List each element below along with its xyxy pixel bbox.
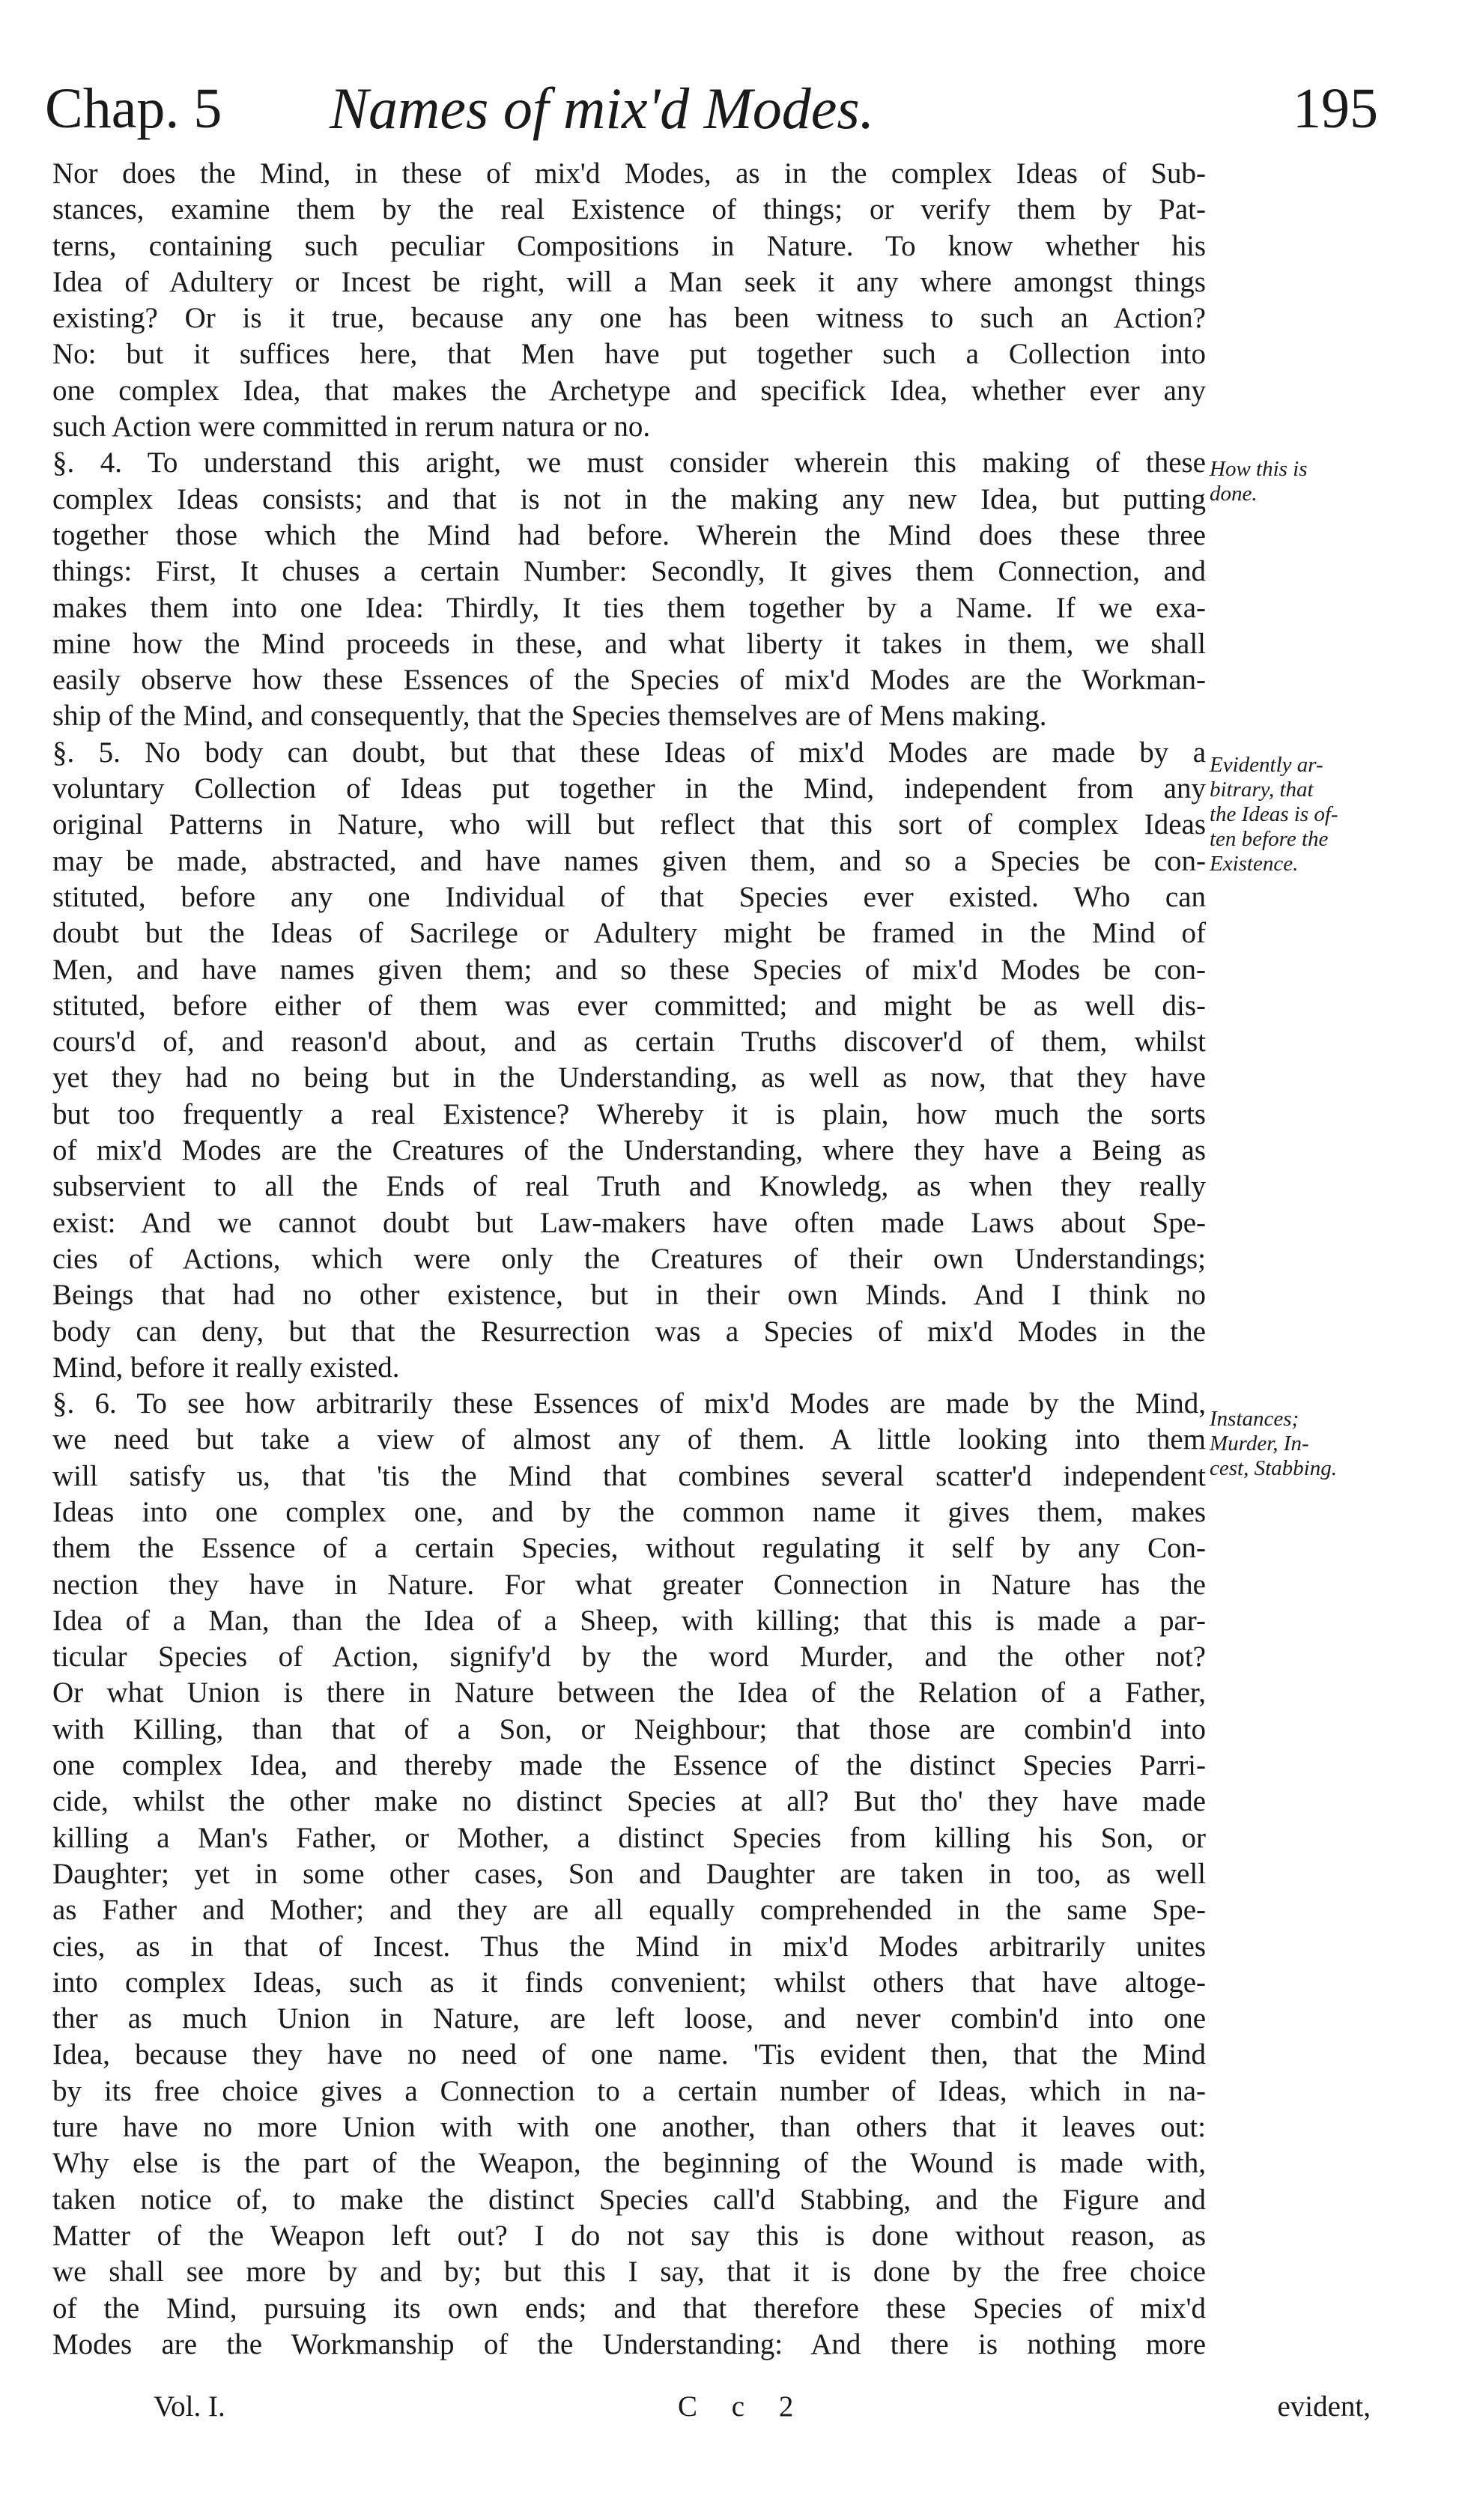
text-line: Mind, before it really existed. bbox=[52, 1351, 400, 1384]
text-line: existing? Or is it true, because any one has been witness to such an Action? bbox=[52, 302, 1206, 335]
margin-note-line: bitrary, that bbox=[1210, 778, 1314, 802]
text-line: Why else is the part of the Weapon, the beginning of the Wound is made with, bbox=[52, 2147, 1206, 2180]
text-line: Matter of the Weapon left out? I do not say this is done without reason, as bbox=[52, 2219, 1206, 2252]
text-line: No: but it suffices here, that Men have put together such a Collection into bbox=[52, 338, 1206, 371]
margin-note-line: How this is bbox=[1210, 457, 1308, 481]
running-head bbox=[45, 67, 1378, 150]
text-line: things: First, It chuses a certain Number: Secondly, It gives them Connection, and bbox=[52, 555, 1206, 588]
text-line: Idea of Adultery or Incest be right, will a Man seek it any where amongst things bbox=[52, 265, 1206, 298]
text-line: easily observe how these Essences of the Species of mix'd Modes are the Workman- bbox=[52, 664, 1206, 697]
margin-note-line: the Ideas is of- bbox=[1210, 802, 1338, 826]
text-line: of mix'd Modes are the Creatures of the Understanding, where they have a Being as bbox=[52, 1134, 1206, 1167]
text-line: stances, examine them by the real Existence of things; or verify them by Pat- bbox=[52, 193, 1206, 226]
text-line: §. 4. To understand this aright, we must consider wherein this making of these bbox=[52, 446, 1206, 479]
text-line: together those which the Mind had before. Wherein the Mind does these three bbox=[52, 518, 1206, 551]
text-line: subservient to all the Ends of real Truth and Knowledg, as when they really bbox=[52, 1170, 1206, 1203]
margin-note-how-this-is-done bbox=[1210, 457, 1389, 506]
text-line: §. 5. No body can doubt, but that these Ideas of mix'd Modes are made by a bbox=[52, 736, 1206, 769]
text-line: Idea of a Man, than the Idea of a Sheep, with killing; that this is made a par- bbox=[52, 1604, 1206, 1637]
text-line: Beings that had no other existence, but in their own Minds. And I think no bbox=[52, 1279, 1206, 1312]
text-line: Or what Union is there in Nature between the Idea of the Relation of a Father, bbox=[52, 1677, 1206, 1709]
text-line: may be made, abstracted, and have names given them, and so a Species be con- bbox=[52, 844, 1206, 877]
margin-note-line: done. bbox=[1210, 482, 1258, 506]
catchword: evident, bbox=[1277, 2390, 1371, 2423]
text-line: Idea, because they have no need of one name. 'Tis evident then, that the Mind bbox=[52, 2038, 1206, 2071]
text-line: one complex Idea, and thereby made the Essence of the distinct Species Parri- bbox=[52, 1749, 1206, 1782]
text-line: but too frequently a real Existence? Whereby it is plain, how much the sorts bbox=[52, 1097, 1206, 1130]
text-line: of the Mind, pursuing its own ends; and that therefore these Species of mix'd bbox=[52, 2292, 1206, 2324]
signature-mark: C c 2 bbox=[678, 2390, 807, 2423]
text-line: original Patterns in Nature, who will but reflect that this sort of complex Ideas bbox=[52, 808, 1206, 841]
volume-label: Vol. I. bbox=[154, 2390, 225, 2423]
text-line: nection they have in Nature. For what greater Connection in Nature has the bbox=[52, 1568, 1206, 1601]
text-line: stituted, before either of them was ever committed; and might be as well dis- bbox=[52, 989, 1206, 1022]
text-line: such Action were committed in rerum natura or no. bbox=[52, 411, 651, 443]
text-line: by its free choice gives a Connection to a certain number of Ideas, which in na- bbox=[52, 2074, 1206, 2107]
text-line: ture have no more Union with with one another, than others that it leaves out: bbox=[52, 2111, 1206, 2144]
text-line: makes them into one Idea: Thirdly, It ties them together by a Name. If we exa- bbox=[52, 591, 1206, 624]
text-line: §. 6. To see how arbitrarily these Essences of mix'd Modes are made by the Mind, bbox=[52, 1387, 1206, 1420]
text-line: Men, and have names given them; and so these Species of mix'd Modes be con- bbox=[52, 953, 1206, 986]
text-line: body can deny, but that the Resurrection was a Species of mix'd Modes in the bbox=[52, 1315, 1206, 1348]
text-line: stituted, before any one Individual of that Species ever existed. Who can bbox=[52, 880, 1206, 913]
text-line: complex Ideas consists; and that is not in the making any new Idea, but putting bbox=[52, 482, 1206, 515]
text-line: ship of the Mind, and consequently, that the Species themselves are of Mens making. bbox=[52, 700, 1047, 733]
margin-note-line: Existence. bbox=[1210, 852, 1299, 876]
page-number: 195 bbox=[1293, 77, 1378, 140]
margin-note-evidently-arbitrary bbox=[1210, 753, 1389, 876]
text-line: terns, containing such peculiar Compositions in Nature. To know whether his bbox=[52, 229, 1206, 262]
text-line: Ideas into one complex one, and by the common name it gives them, makes bbox=[52, 1495, 1206, 1528]
text-line: Nor does the Mind, in these of mix'd Modes, as in the complex Ideas of Sub- bbox=[52, 157, 1206, 190]
page-footer bbox=[154, 2388, 1371, 2426]
text-line: will satisfy us, that 'tis the Mind that combines several scatter'd independent bbox=[52, 1459, 1206, 1492]
margin-note-line: ten before the bbox=[1210, 827, 1329, 851]
text-line: we need but take a view of almost any of them. A little looking into them bbox=[52, 1423, 1206, 1456]
text-line: with Killing, than that of a Son, or Neighbour; that those are combin'd into bbox=[52, 1712, 1206, 1745]
text-line: we shall see more by and by; but this I say, that it is done by the free choice bbox=[52, 2256, 1206, 2289]
text-line: voluntary Collection of Ideas put together in the Mind, independent from any bbox=[52, 772, 1206, 805]
text-line: taken notice of, to make the distinct Species call'd Stabbing, and the Figure and bbox=[52, 2183, 1206, 2216]
body-text bbox=[52, 156, 1206, 2363]
text-line: Modes are the Workmanship of the Understanding: And there is nothing more bbox=[52, 2327, 1206, 2360]
text-line: one complex Idea, that makes the Archetype and specifick Idea, whether ever any bbox=[52, 374, 1206, 407]
text-line: cide, whilst the other make no distinct Species at all? But tho' they have made bbox=[52, 1785, 1206, 1818]
text-line: killing a Man's Father, or Mother, a distinct Species from killing his Son, or bbox=[52, 1821, 1206, 1854]
text-line: as Father and Mother; and they are all equally comprehended in the same Spe- bbox=[52, 1894, 1206, 1927]
text-line: mine how the Mind proceeds in these, and what liberty it takes in them, we shall bbox=[52, 627, 1206, 660]
text-line: cours'd of, and reason'd about, and as certain Truths discover'd of them, whilst bbox=[52, 1026, 1206, 1058]
text-line: exist: And we cannot doubt but Law-makers have often made Laws about Spe- bbox=[52, 1206, 1206, 1239]
margin-note-line: cest, Stabbing. bbox=[1210, 1456, 1337, 1480]
running-title: Names of mix'd Modes. bbox=[330, 76, 875, 141]
margin-note-line: Murder, In- bbox=[1210, 1432, 1309, 1456]
chapter-label: Chap. 5 bbox=[45, 77, 222, 140]
margin-note-line: Instances; bbox=[1210, 1407, 1299, 1431]
text-line: into complex Ideas, such as it finds convenient; whilst others that have altoge- bbox=[52, 1966, 1206, 1999]
text-line: cies, as in that of Incest. Thus the Mind in mix'd Modes arbitrarily unites bbox=[52, 1930, 1206, 1963]
text-line: ther as much Union in Nature, are left loose, and never combin'd into one bbox=[52, 2002, 1206, 2035]
text-line: Daughter; yet in some other cases, Son and Daughter are taken in too, as well bbox=[52, 1857, 1206, 1890]
text-line: ticular Species of Action, signify'd by the word Murder, and the other not? bbox=[52, 1641, 1206, 1674]
text-line: doubt but the Ideas of Sacrilege or Adultery might be framed in the Mind of bbox=[52, 917, 1206, 950]
margin-note-line: Evidently ar- bbox=[1210, 753, 1323, 777]
text-line: yet they had no being but in the Understanding, as well as now, that they have bbox=[52, 1061, 1206, 1094]
margin-note-instances bbox=[1210, 1407, 1389, 1481]
text-line: cies of Actions, which were only the Creatures of their own Understandings; bbox=[52, 1242, 1206, 1275]
text-line: them the Essence of a certain Species, without regulating it self by any Con- bbox=[52, 1532, 1206, 1565]
